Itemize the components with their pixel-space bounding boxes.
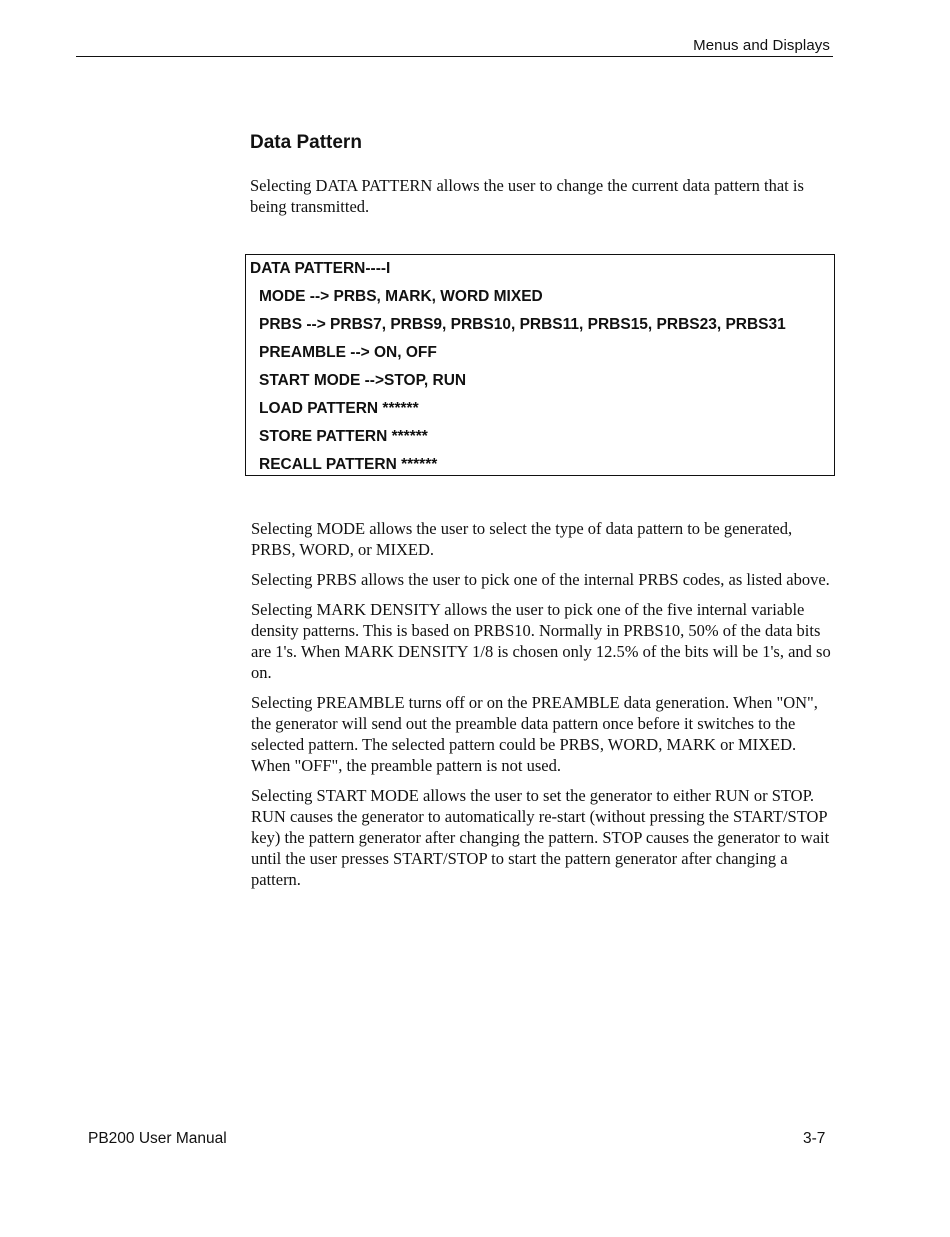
paragraph-mark-density: Selecting MARK DENSITY allows the user to pick one of the five internal variable density patterns. This is based on PRBS10. Normally in PRBS10, 50% of the data bits are 1's. When MARK DENSITY 1/8 is chosen only 12.5% of the bits will be 1's, and so on.	[251, 600, 831, 682]
running-header-title: Menus and Displays	[693, 37, 830, 54]
paragraph-start-mode: Selecting START MODE allows the user to set the generator to either RUN or STOP. RUN causes the generator to automatically re-start (without pressing the START/STOP key) the pattern generator after changing the pattern. STOP causes the generator to wait until the user presses START/STOP to start the pattern generator after changing a pattern.	[251, 786, 830, 889]
menu-item-load-pattern: LOAD PATTERN ******	[259, 400, 419, 417]
menu-heading: DATA PATTERN----I	[250, 260, 391, 277]
intro-paragraph: Selecting DATA PATTERN allows the user to change the current data pattern that is being transmitted.	[250, 176, 804, 216]
section-title: Data Pattern	[250, 132, 362, 153]
paragraph-preamble: Selecting PREAMBLE turns off or on the PREAMBLE data generation. When "ON", the generator will send out the preamble data pattern once before it switches to the selected pattern. The selected pattern could be PRBS, WORD, MARK or MIXED. When "OFF", the preamble pattern is not used.	[251, 693, 818, 775]
menu-item-start-mode: START MODE -->STOP, RUN	[259, 372, 467, 389]
menu-item-recall-pattern: RECALL PATTERN ******	[259, 456, 438, 473]
paragraph-mode: Selecting MODE allows the user to select the type of data pattern to be generated, PRBS, WORD, or MIXED.	[251, 519, 793, 559]
body-text	[251, 518, 831, 899]
footer-page-number: 3-7	[803, 1130, 826, 1147]
data-pattern-menu-box	[245, 254, 835, 476]
menu-item-prbs: PRBS --> PRBS7, PRBS9, PRBS10, PRBS11, PRBS15, PRBS23, PRBS31	[259, 316, 786, 333]
menu-item-mode: MODE --> PRBS, MARK, WORD MIXED	[259, 288, 543, 305]
menu-item-preamble: PREAMBLE --> ON, OFF	[259, 344, 437, 361]
paragraph-prbs: Selecting PRBS allows the user to pick one of the internal PRBS codes, as listed above.	[251, 570, 830, 589]
header-rule	[76, 56, 833, 57]
menu-item-store-pattern: STORE PATTERN ******	[259, 428, 428, 445]
footer-manual-name: PB200 User Manual	[88, 1130, 227, 1147]
